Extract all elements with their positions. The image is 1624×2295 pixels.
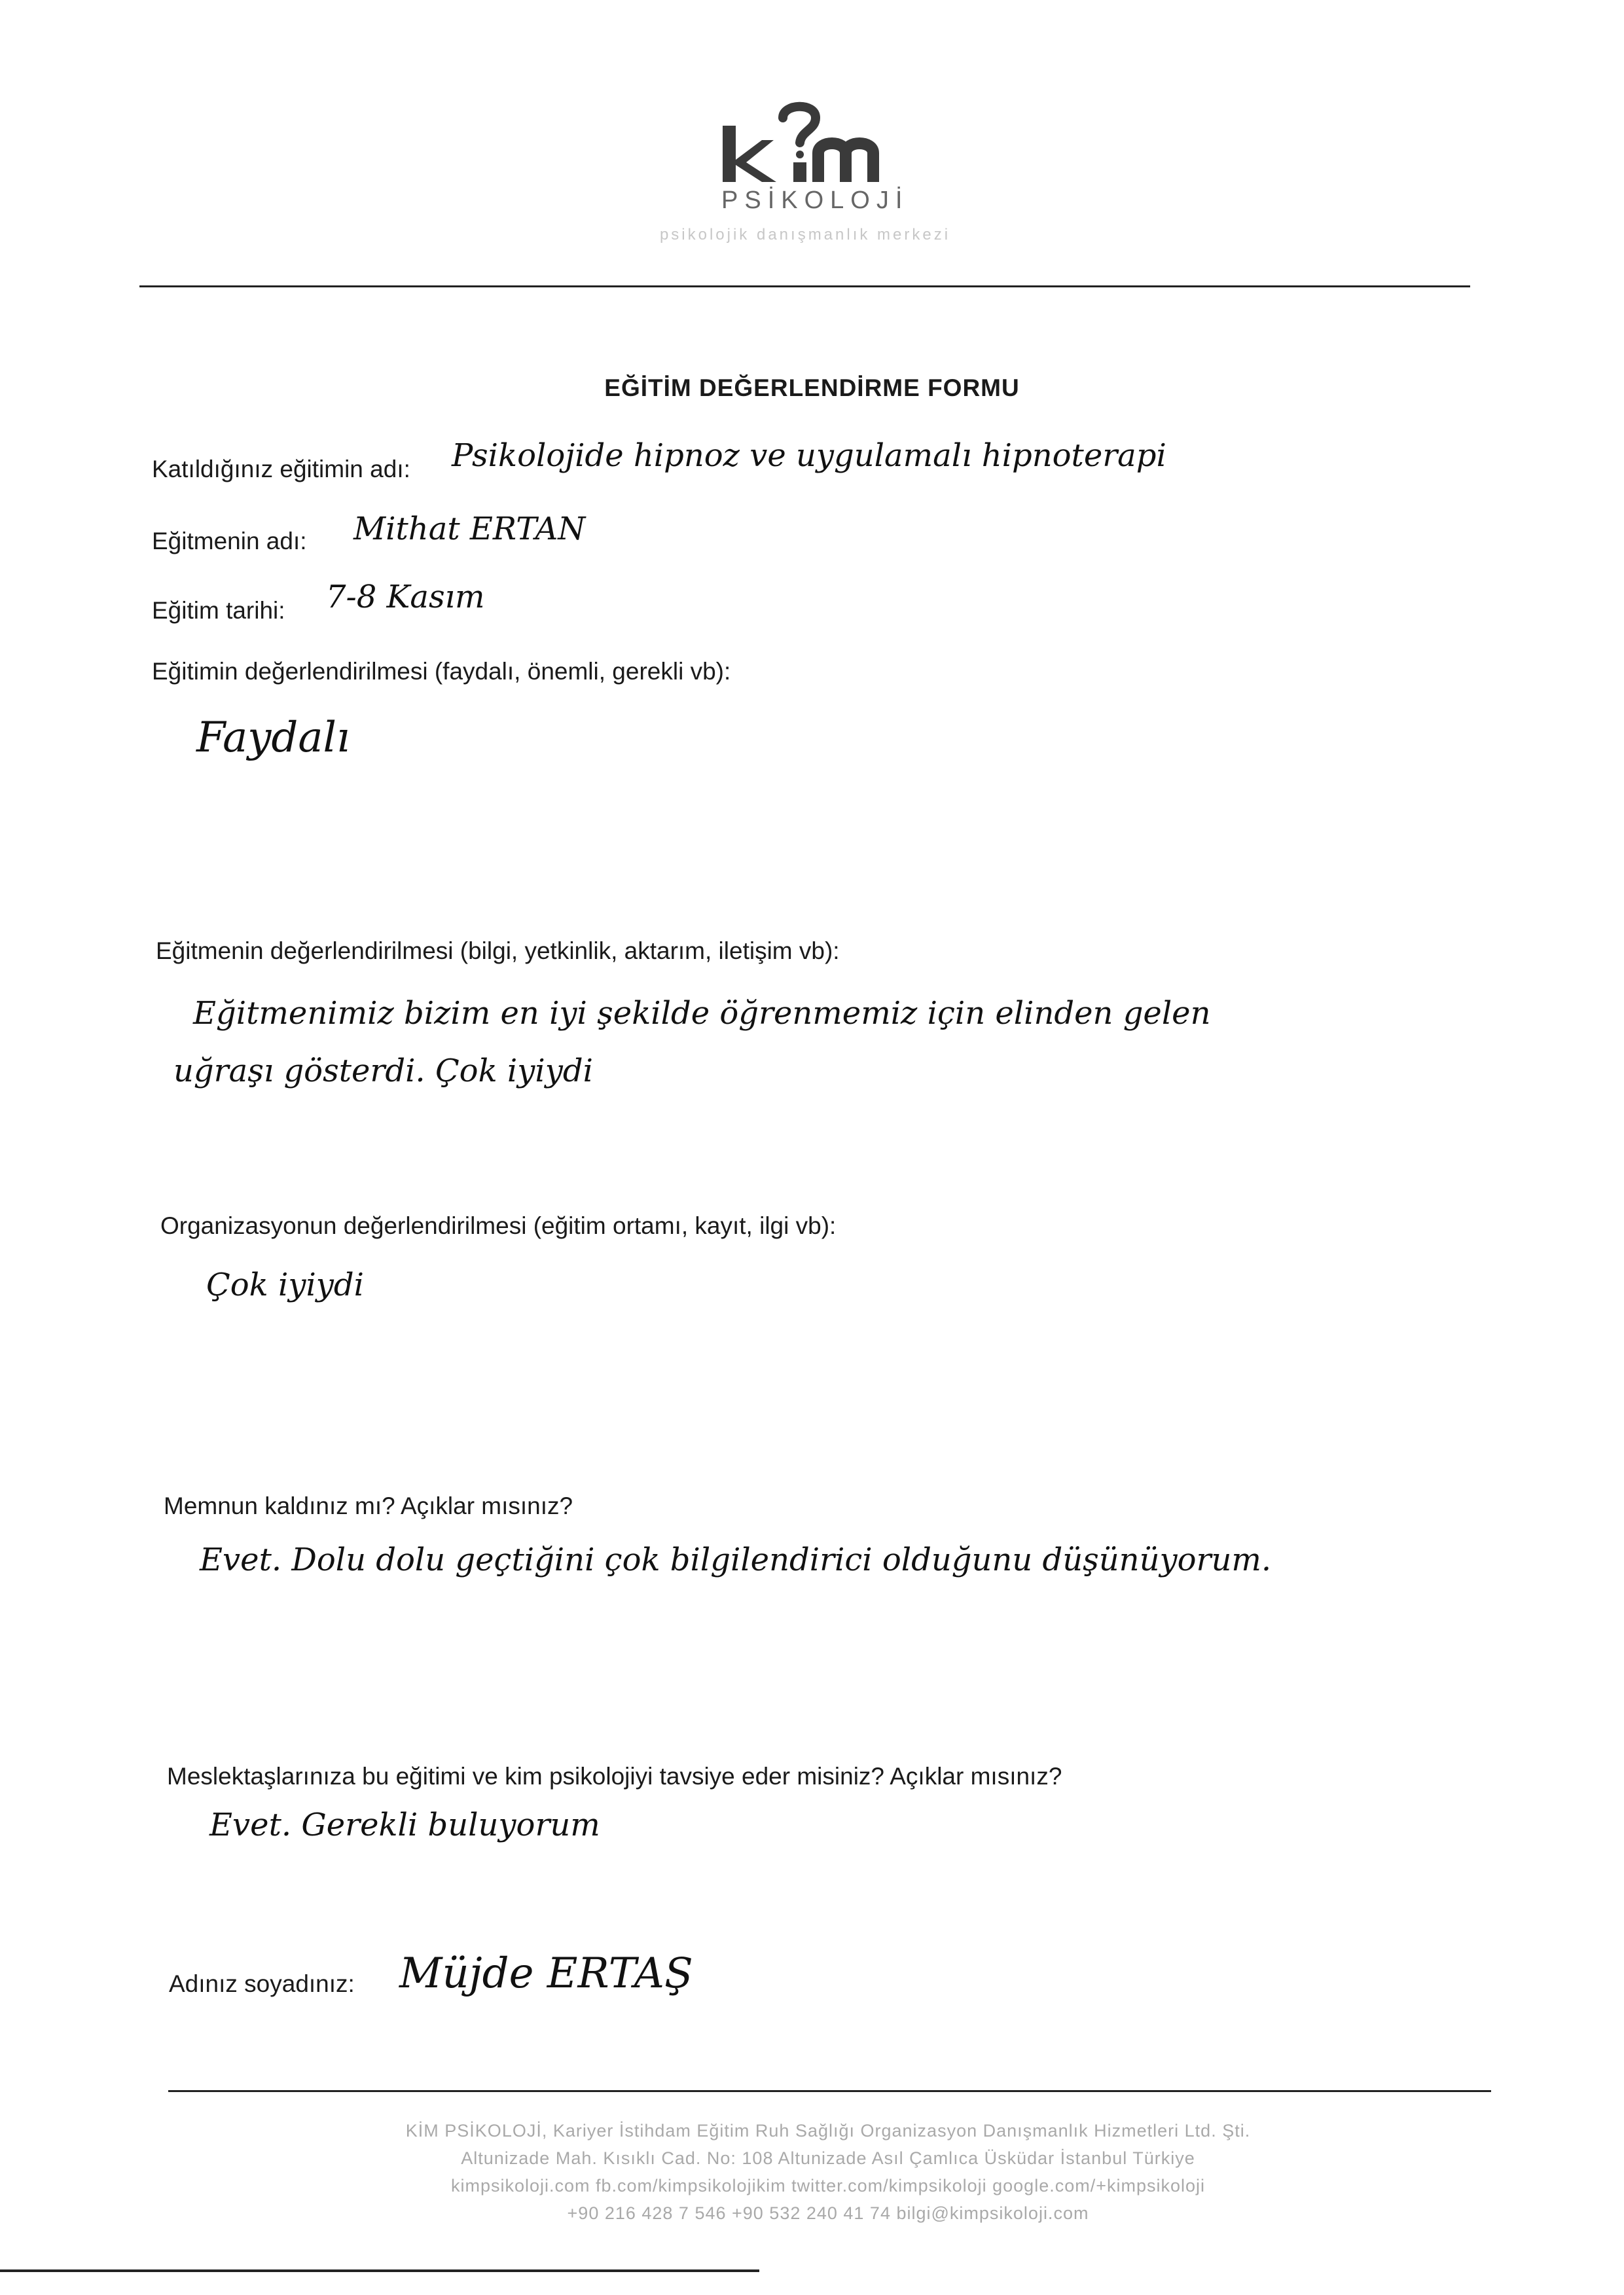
footer-address-line: Altunizade Mah. Kısıklı Cad. No: 108 Altunizade Asıl Çamlıca Üsküdar İstanbul Türkiye — [461, 2148, 1195, 2168]
training-eval-answer: Faydalı — [196, 714, 350, 762]
company-logo — [707, 98, 929, 229]
trainer-eval-answer-line2: uğraşı gösterdi. Çok iyiydi — [173, 1053, 593, 1089]
full-name-answer: Müjde ERTAŞ — [399, 1949, 693, 1998]
trainer-eval-answer-line1: Eğitmenimiz bizim en iyi şekilde öğrenmemiz için elinden gelen — [193, 995, 1211, 1032]
scan-edge-line — [0, 2269, 759, 2272]
form-title: EĞİTİM DEĞERLENDİRME FORMU — [604, 374, 1020, 401]
trainer-name-answer: Mithat ERTAN — [353, 511, 586, 547]
org-eval-label: Organizasyonun değerlendirilmesi (eğitim ortamı, kayıt, ilgi vb): — [160, 1212, 837, 1239]
satisfaction-answer: Evet. Dolu dolu geçtiğini çok bilgilendirici olduğunu düşünüyorum. — [200, 1542, 1272, 1578]
trainer-name-label: Eğitmenin adı: — [152, 528, 307, 554]
header-divider — [139, 285, 1470, 287]
satisfaction-label: Memnun kaldınız mı? Açıklar mısınız? — [164, 1492, 573, 1519]
org-eval-answer: Çok iyiydi — [206, 1267, 364, 1303]
footer-contact-line: +90 216 428 7 546 +90 532 240 41 74 bilgi@kimpsikoloji.com — [567, 2203, 1089, 2223]
footer-web-line: kimpsikoloji.com fb.com/kimpsikolojikim twitter.com/kimpsikoloji google.com/+kimpsikoloji — [450, 2176, 1206, 2196]
training-eval-label: Eğitimin değerlendirilmesi (faydalı, önemli, gerekli vb): — [152, 658, 731, 685]
trainer-eval-label: Eğitmenin değerlendirilmesi (bilgi, yetkinlik, aktarım, iletişim vb): — [156, 937, 840, 964]
logo-subtitle: PSİKOLOJİ — [721, 187, 909, 214]
kim-logo-mark — [720, 98, 916, 190]
recommend-label: Meslektaşlarınıza bu eğitimi ve kim psikolojiyi tavsiye eder misiniz? Açıklar mısınız? — [167, 1763, 1062, 1790]
training-date-label: Eğitim tarihi: — [152, 597, 285, 624]
recommend-answer: Evet. Gerekli buluyorum — [209, 1807, 600, 1843]
training-name-answer: Psikolojide hipnoz ve uygulamalı hipnoterapi — [452, 437, 1166, 474]
logo-tagline: psikolojik danışmanlık merkezi — [659, 226, 951, 244]
training-name-label: Katıldığınız eğitimin adı: — [152, 456, 410, 482]
footer-company-line: KİM PSİKOLOJİ, Kariyer İstihdam Eğitim Ruh Sağlığı Organizasyon Danışmanlık Hizmetleri Ltd. Şti. — [405, 2121, 1251, 2141]
training-date-answer: 7-8 Kasım — [326, 579, 485, 615]
full-name-label: Adınız soyadınız: — [169, 1970, 355, 1997]
footer-divider — [168, 2090, 1491, 2092]
